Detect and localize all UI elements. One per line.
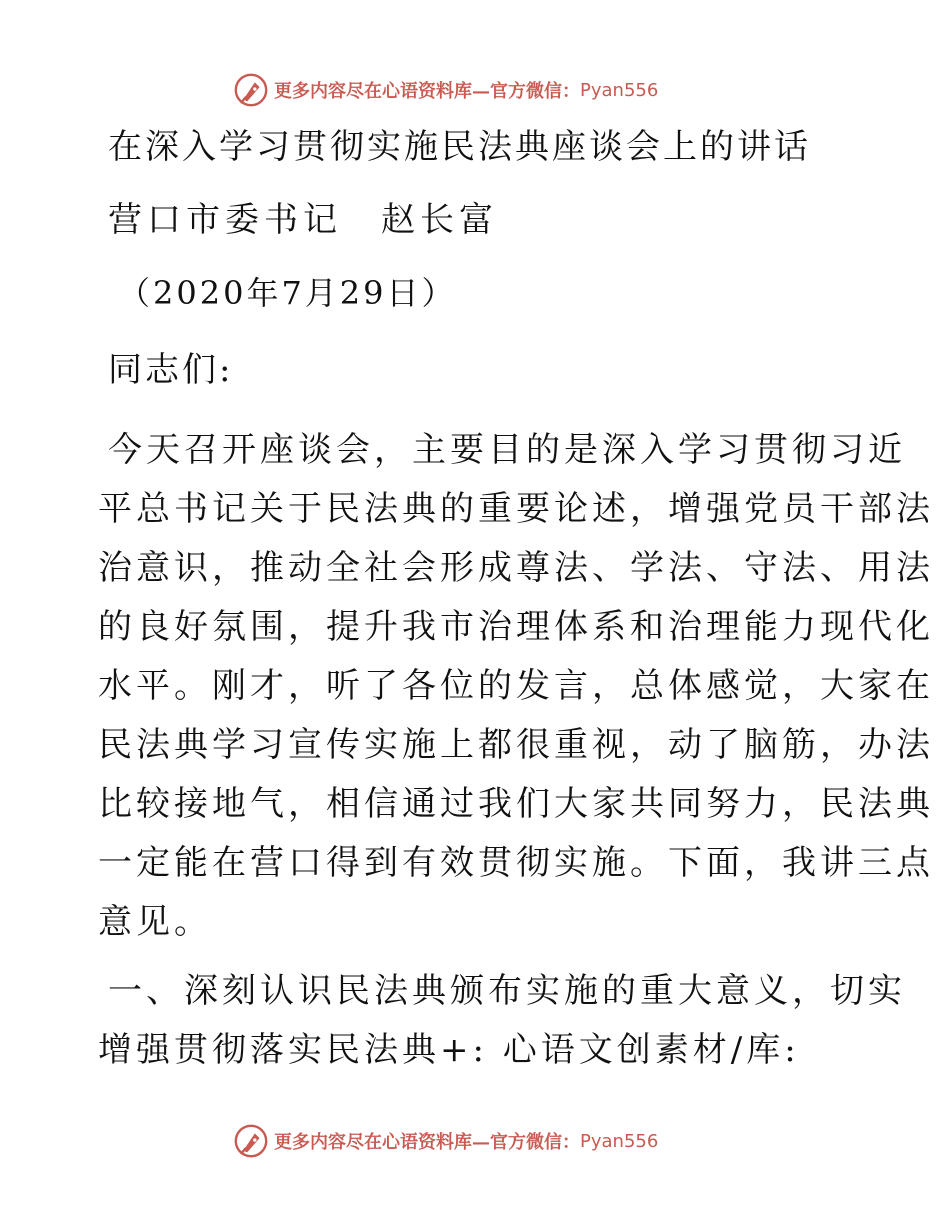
watermark-wechat-id: Pyan556	[580, 1130, 659, 1152]
greeting: 同志们:	[108, 350, 234, 390]
body-paragraph	[98, 421, 934, 952]
paragraph-line: 治意识，推动全社会形成尊法、学法、守法、用法	[98, 548, 934, 588]
section-heading	[98, 962, 906, 1080]
paragraph-line: 一定能在营口得到有效贯彻实施。下面，我讲三点	[98, 843, 934, 883]
document-date: （2020年7月29日）	[118, 274, 457, 312]
document-title: 在深入学习贯彻实施民法典座谈会上的讲话	[108, 127, 811, 167]
header-watermark	[232, 70, 732, 110]
paragraph-line: 今天召开座谈会，主要目的是深入学习贯彻习近	[108, 430, 906, 470]
heading-line: 增强贯彻落实民法典+: 心语文创素材/库:	[98, 1030, 800, 1070]
footer-watermark	[232, 1121, 732, 1161]
watermark-text: 更多内容尽在心语资料库—官方微信：	[274, 1132, 580, 1153]
document-author: 营口市委书记 赵长富	[108, 200, 498, 240]
heading-line: 一、深刻认识民法典颁布实施的重大意义，切实	[108, 971, 906, 1011]
paragraph-line: 水平。刚才，听了各位的发言，总体感觉，大家在	[98, 666, 934, 706]
watermark-wechat-id: Pyan556	[580, 79, 659, 101]
paragraph-line: 比较接地气，相信通过我们大家共同努力，民法典	[98, 784, 934, 824]
watermark-text: 更多内容尽在心语资料库—官方微信：	[274, 81, 580, 102]
paragraph-line: 民法典学习宣传实施上都很重视，动了脑筋，办法	[98, 725, 934, 765]
paragraph-line: 平总书记关于民法典的重要论述，增强党员干部法	[98, 489, 934, 529]
paragraph-line: 的良好氛围，提升我市治理体系和治理能力现代化	[98, 607, 934, 647]
pen-nib-icon	[232, 71, 270, 109]
paragraph-line: 意见。	[98, 902, 212, 942]
pen-nib-icon	[232, 1122, 270, 1160]
